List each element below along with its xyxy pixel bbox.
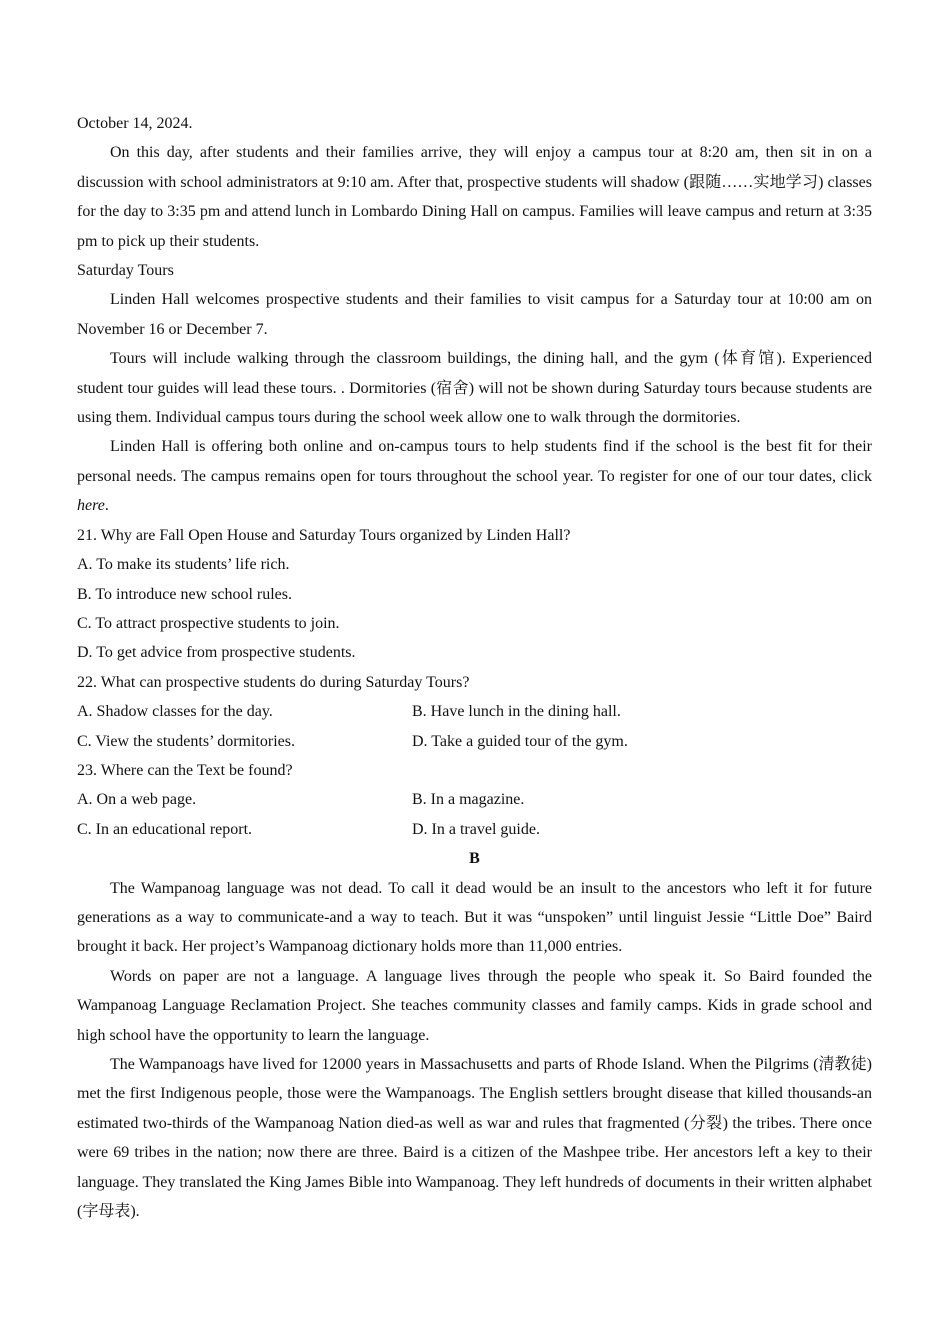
register-link[interactable]: here [77,497,105,515]
option: D. Take a guided tour of the gym. [412,732,628,750]
paragraph-text: Linden Hall is offering both online and on-campus tours to help students find if the school is the best fit for their personal needs. The campus remains open for tours throughout the school year. To register for one of our tour dates, click [77,438,872,485]
question-stem: 23. Where can the Text be found? [77,761,293,779]
option: B. In a magazine. [412,791,525,809]
section-heading: Saturday Tours [77,262,174,280]
option: B. Have lunch in the dining hall. [412,703,621,721]
option: B. To introduce new school rules. [77,585,292,603]
paragraph [77,432,872,520]
paragraph: Tours will include walking through the classroom buildings, the dining hall, and the gym (体育馆). Experienced student tour guides will lead these tours. . Dormitories (宿舍) will not be shown during Saturday tours because students are using them. Individual campus tours during the school week allow one to walk through the dormitories. [77,350,872,427]
option: C. In an educational report. [77,820,253,838]
section-b-heading: B [469,850,480,868]
option: D. To get advice from prospective students. [77,644,356,662]
paragraph: Words on paper are not a language. A language lives through the people who speak it. So Baird founded the Wampanoag Language Reclamation Project. She teaches community classes and family camps. Kids in grade school and high school have the opportunity to learn the language. [77,967,872,1044]
paragraph: The Wampanoag language was not dead. To call it dead would be an insult to the ancestors who left it for future generations as a way to communicate-and a way to teach. But it was “unspoken” until linguist Jessie “Little Doe” Baird brought it back. Her project’s Wampanoag dictionary holds more than 11,000 entries. [77,879,872,956]
question-23 [77,756,872,844]
paragraph: Linden Hall welcomes prospective students and their families to visit campus for a Saturday tour at 10:00 am on November 16 or December 7. [77,291,872,338]
paragraph: The Wampanoags have lived for 12000 years in Massachusetts and parts of Rhode Island. When the Pilgrims (清教徒) met the first Indigenous people, those were the Wampanoags. The English settlers brought disease that killed thousands-an estimated two-thirds of the Wampanoag Nation died-as well as war and rules that fragmented (分裂) the tribes. There once were 69 tribes in the nation; now there are three. Baird is a citizen of the Mashpee tribe. Her ancestors left a key to their language. They translated the King James Bible into Wampanoag. They left hundreds of documents in their written alphabet (字母表). [77,1056,872,1221]
question-21 [77,521,872,668]
question-stem: 22. What can prospective students do during Saturday Tours? [77,673,470,691]
question-stem: 21. Why are Fall Open House and Saturday Tours organized by Linden Hall? [77,526,571,544]
option: A. To make its students’ life rich. [77,556,290,574]
document-page [77,109,872,1226]
option: A. On a web page. [77,791,197,809]
option: C. To attract prospective students to join. [77,614,340,632]
date-line: October 14, 2024. [77,115,193,132]
question-22 [77,668,872,756]
paragraph-end: . [104,497,109,515]
option: A. Shadow classes for the day. [77,703,273,721]
paragraph: On this day, after students and their families arrive, they will enjoy a campus tour at 8:20 am, then sit in on a discussion with school administrators at 9:10 am. After that, prospective students will shadow (跟随……实地学习) classes for the day to 3:35 pm and attend lunch in Lombardo Dining Hall on campus. Families will leave campus and return at 3:35 pm to pick up their students. [77,144,872,250]
option: C. View the students’ dormitories. [77,732,295,750]
option: D. In a travel guide. [412,820,540,838]
